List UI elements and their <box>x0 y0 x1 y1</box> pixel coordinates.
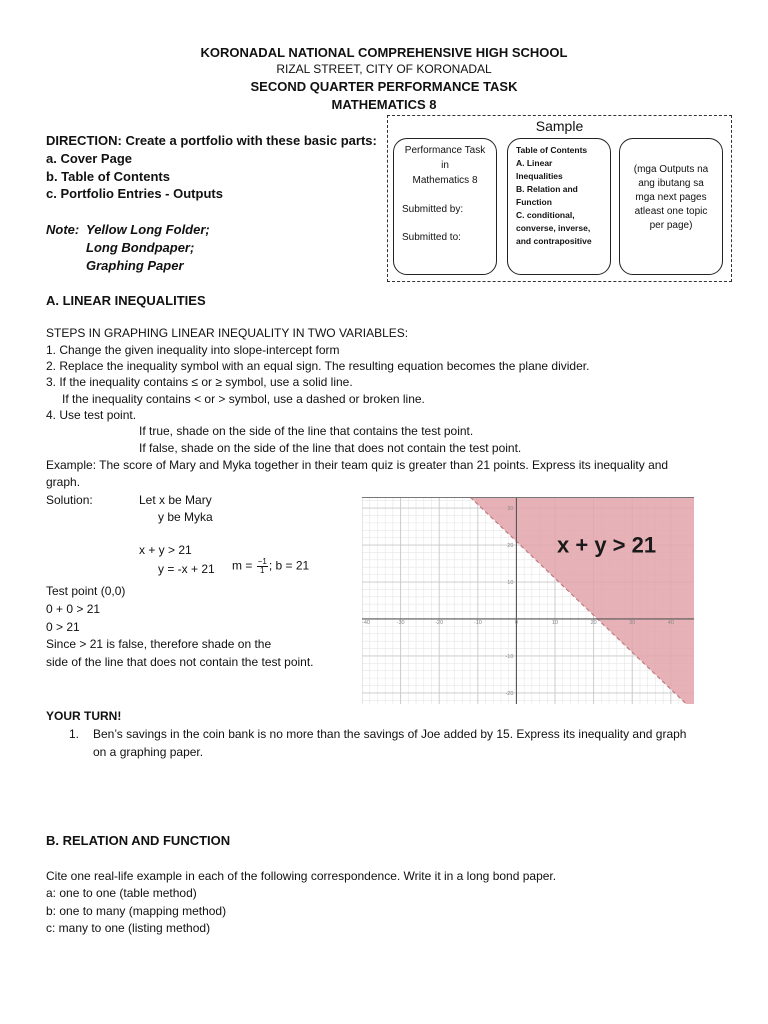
outputs-line: mga next pages <box>635 192 707 203</box>
cover-submitted-by: Submitted by: <box>402 204 464 215</box>
note-item: Graphing Paper <box>86 258 184 273</box>
x-tick-label: 0 <box>514 619 518 626</box>
graph-annotation: x + y > 21 <box>557 532 657 558</box>
task-title: SECOND QUARTER PERFORMANCE TASK <box>250 79 518 94</box>
outputs-line: per page) <box>649 220 693 231</box>
example-text: graph. <box>46 475 81 489</box>
toc-line: B. Relation and <box>516 184 578 194</box>
toc-line: and contrapositive <box>516 236 592 246</box>
solution-let-y: y be Myka <box>158 510 213 524</box>
note-label: Note: <box>46 222 80 237</box>
note-item: Yellow Long Folder; <box>86 222 210 237</box>
section-b-item: a: one to one (table method) <box>46 886 197 900</box>
solution-slope-intercept <box>232 558 309 575</box>
sample-cover-page-card <box>393 138 497 275</box>
x-tick-label: 40 <box>667 619 674 626</box>
inequality-graph <box>362 497 694 704</box>
solution-slope-form: y = -x + 21 <box>158 562 215 576</box>
y-tick-label: -10 <box>505 653 514 660</box>
slope-numerator: −1 <box>257 557 267 566</box>
steps-heading: STEPS IN GRAPHING LINEAR INEQUALITY IN TWO VARIABLES: <box>46 326 409 340</box>
slope-fraction <box>257 558 268 575</box>
cover-submitted-to: Submitted to: <box>402 232 461 243</box>
step-item: If true, shade on the side of the line that contains the test point. <box>139 424 474 438</box>
x-tick-label: -20 <box>435 619 444 626</box>
test-line: 0 + 0 > 21 <box>46 602 101 616</box>
x-tick-label: -10 <box>473 619 482 626</box>
your-turn-number: 1. <box>69 727 80 741</box>
step-item: If the inequality contains < or > symbol, use a dashed or broken line. <box>62 392 425 406</box>
cover-line: in <box>441 160 449 171</box>
toc-line: A. Linear <box>516 158 553 168</box>
toc-line: converse, inverse, <box>516 223 591 233</box>
section-b-intro: Cite one real-life example in each of the following correspondence. Write it in a long bond paper. <box>46 869 557 883</box>
test-line: side of the line that does not contain the test point. <box>46 655 314 669</box>
toc-heading: Table of Contents <box>516 145 588 155</box>
sample-toc-card <box>507 138 611 275</box>
section-b-item: b: one to many (mapping method) <box>46 904 227 918</box>
y-tick-label: 20 <box>507 543 514 550</box>
step-item: 4. Use test point. <box>46 408 137 422</box>
outputs-line: (mga Outputs na <box>633 164 709 175</box>
step-item: If false, shade on the side of the line that does not contain the test point. <box>139 441 522 455</box>
step-item: 2. Replace the inequality symbol with an equal sign. The resulting equation becomes the plane divider. <box>46 359 590 373</box>
test-line: Since > 21 is false, therefore shade on the <box>46 637 272 651</box>
direction-item: c. Portfolio Entries - Outputs <box>46 186 223 201</box>
toc-line: Function <box>516 197 552 207</box>
step-item: 3. If the inequality contains ≤ or ≥ symbol, use a solid line. <box>46 375 353 389</box>
sample-title: Sample <box>535 118 584 134</box>
y-tick-label: 10 <box>507 580 514 587</box>
toc-line: Inequalities <box>516 171 563 181</box>
x-tick-label: 20 <box>590 619 597 626</box>
note-item: Long Bondpaper; <box>86 240 195 255</box>
outputs-line: atleast one topic <box>634 206 708 217</box>
outputs-line: ang ibutang sa <box>638 178 704 189</box>
y-tick-label: -20 <box>505 690 514 697</box>
school-address: RIZAL STREET, CITY OF KORONADAL <box>276 62 492 76</box>
sample-outputs-card <box>619 138 723 275</box>
subject-title: MATHEMATICS 8 <box>331 97 437 112</box>
x-tick-label: -30 <box>396 619 405 626</box>
section-b-heading: B. RELATION AND FUNCTION <box>46 833 231 848</box>
slope-denominator: 1 <box>260 566 265 575</box>
test-line: 0 > 21 <box>46 620 80 634</box>
solution-label: Solution: <box>46 493 93 507</box>
slope-label: m = <box>232 558 253 573</box>
x-tick-label: 10 <box>551 619 559 626</box>
your-turn-problem: Ben’s savings in the coin bank is no more than the savings of Joe added by 15. Express its inequality and graph <box>93 727 687 741</box>
cover-line: Mathematics 8 <box>412 175 478 186</box>
intercept-text: ; b = 21 <box>268 558 310 573</box>
solution-let-x: Let x be Mary <box>139 493 212 507</box>
direction-heading: DIRECTION: Create a portfolio with these basic parts: <box>46 133 377 148</box>
example-text: Example: The score of Mary and Myka together in their team quiz is greater than 21 points. Express its inequality and <box>46 458 669 472</box>
section-a-heading: A. LINEAR INEQUALITIES <box>46 293 206 308</box>
school-name: KORONADAL NATIONAL COMPREHENSIVE HIGH SCHOOL <box>200 45 568 60</box>
your-turn-problem: on a graphing paper. <box>93 745 204 759</box>
direction-item: a. Cover Page <box>46 151 132 166</box>
x-tick-label: -40 <box>362 619 370 626</box>
y-tick-label: 30 <box>507 506 514 513</box>
toc-line: C. conditional, <box>516 210 575 220</box>
x-tick-label: 30 <box>629 619 636 626</box>
cover-line: Performance Task <box>404 145 486 156</box>
test-line: Test point (0,0) <box>46 584 126 598</box>
section-b-item: c: many to one (listing method) <box>46 921 211 935</box>
direction-item: b. Table of Contents <box>46 169 170 184</box>
step-item: 1. Change the given inequality into slope-intercept form <box>46 343 340 357</box>
your-turn-heading: YOUR TURN! <box>46 709 122 723</box>
solution-inequality: x + y > 21 <box>139 543 192 557</box>
